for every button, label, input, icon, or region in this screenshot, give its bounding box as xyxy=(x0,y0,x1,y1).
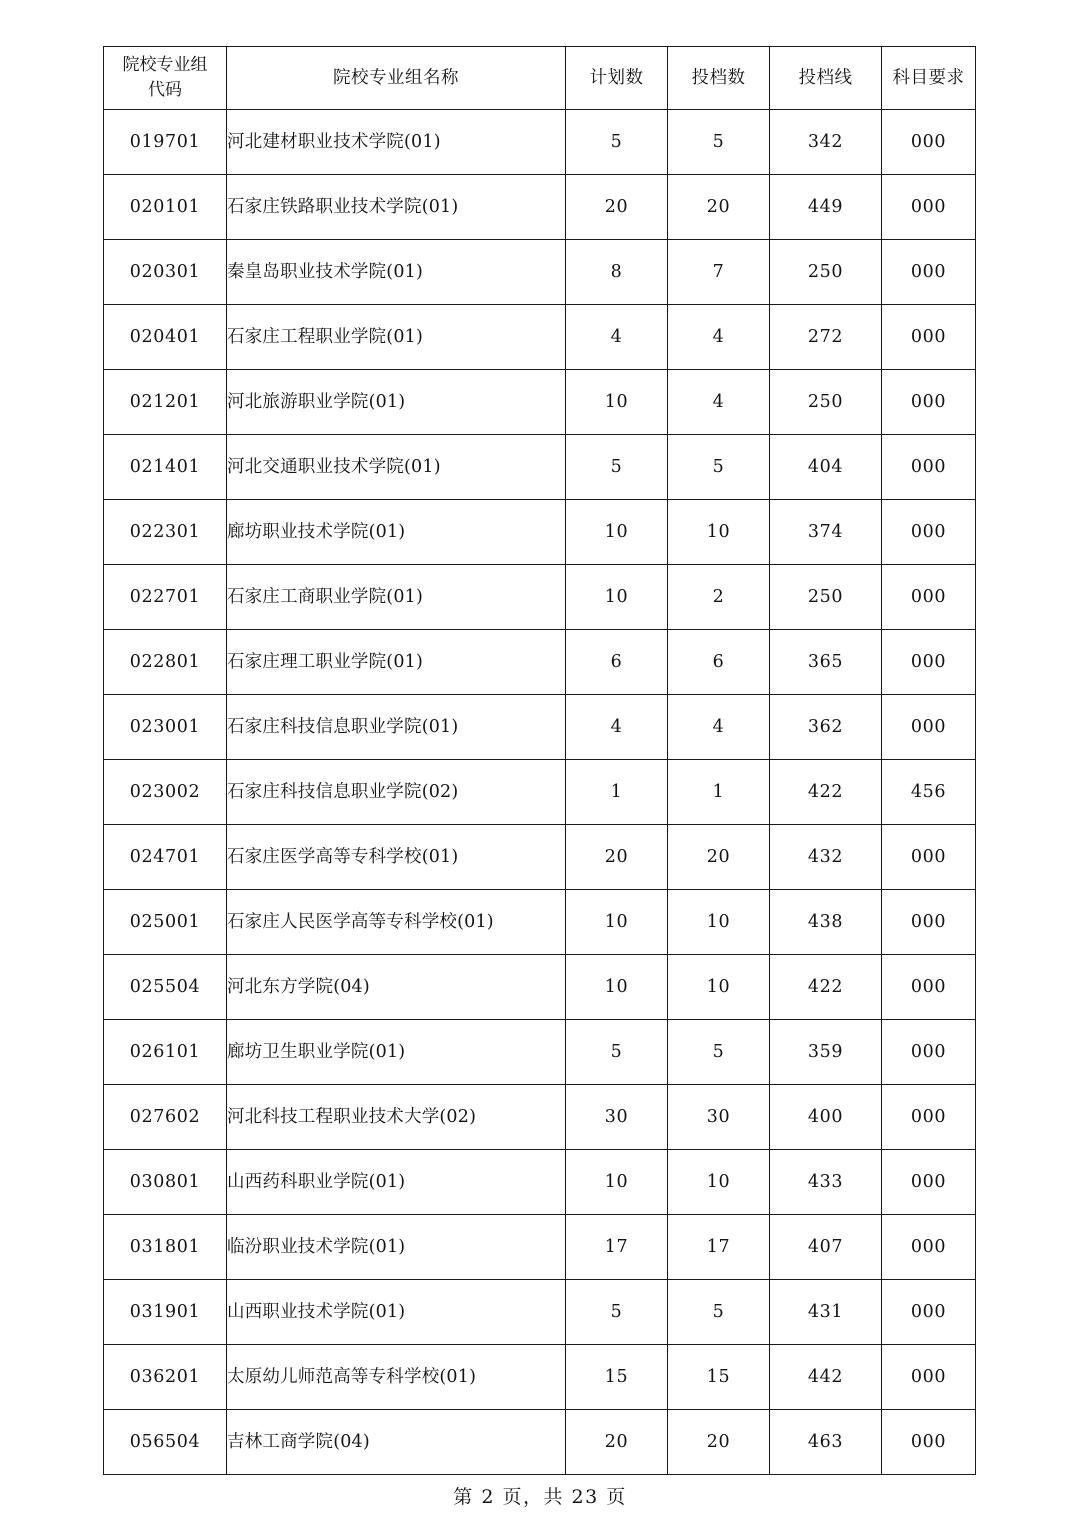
cell-code: 056504 xyxy=(104,1410,227,1475)
cell-code: 031801 xyxy=(104,1215,227,1280)
column-header-name: 院校专业组名称 xyxy=(227,47,566,110)
cell-filed: 2 xyxy=(668,565,770,630)
cell-plan: 10 xyxy=(566,500,668,565)
cell-code: 023001 xyxy=(104,695,227,760)
cell-filed: 5 xyxy=(668,1020,770,1085)
table-row xyxy=(104,175,976,240)
cell-filed: 15 xyxy=(668,1345,770,1410)
cell-plan: 1 xyxy=(566,760,668,825)
cell-req: 000 xyxy=(882,1410,976,1475)
cell-req: 000 xyxy=(882,890,976,955)
cell-code: 023002 xyxy=(104,760,227,825)
cell-plan: 10 xyxy=(566,370,668,435)
cell-line: 250 xyxy=(770,565,882,630)
cell-name: 石家庄工程职业学院(01) xyxy=(227,305,566,370)
cell-line: 374 xyxy=(770,500,882,565)
cell-code: 021401 xyxy=(104,435,227,500)
cell-req: 000 xyxy=(882,955,976,1020)
cell-name: 河北东方学院(04) xyxy=(227,955,566,1020)
cell-code: 020301 xyxy=(104,240,227,305)
cell-name: 太原幼儿师范高等专科学校(01) xyxy=(227,1345,566,1410)
column-header-code xyxy=(104,47,227,110)
cell-name: 石家庄人民医学高等专科学校(01) xyxy=(227,890,566,955)
cell-name: 临汾职业技术学院(01) xyxy=(227,1215,566,1280)
cell-line: 342 xyxy=(770,110,882,175)
table-row xyxy=(104,110,976,175)
cell-line: 407 xyxy=(770,1215,882,1280)
cell-filed: 1 xyxy=(668,760,770,825)
table-row xyxy=(104,240,976,305)
cell-name: 河北科技工程职业技术大学(02) xyxy=(227,1085,566,1150)
table-row xyxy=(104,955,976,1020)
page-footer: 第 2 页，共 23 页 xyxy=(453,1486,627,1508)
cell-name: 石家庄医学高等专科学校(01) xyxy=(227,825,566,890)
table-row xyxy=(104,1345,976,1410)
table-row xyxy=(104,760,976,825)
cell-name: 秦皇岛职业技术学院(01) xyxy=(227,240,566,305)
table-row xyxy=(104,1280,976,1345)
admission-score-table-container xyxy=(103,46,975,1475)
table-row xyxy=(104,1410,976,1475)
cell-req: 000 xyxy=(882,305,976,370)
cell-plan: 4 xyxy=(566,695,668,760)
cell-line: 432 xyxy=(770,825,882,890)
cell-plan: 10 xyxy=(566,1150,668,1215)
cell-line: 422 xyxy=(770,760,882,825)
cell-code: 022801 xyxy=(104,630,227,695)
cell-req: 000 xyxy=(882,1150,976,1215)
cell-code: 036201 xyxy=(104,1345,227,1410)
cell-filed: 5 xyxy=(668,435,770,500)
cell-code: 020401 xyxy=(104,305,227,370)
cell-line: 431 xyxy=(770,1280,882,1345)
table-row xyxy=(104,695,976,760)
cell-name: 吉林工商学院(04) xyxy=(227,1410,566,1475)
cell-line: 433 xyxy=(770,1150,882,1215)
cell-line: 365 xyxy=(770,630,882,695)
cell-plan: 5 xyxy=(566,110,668,175)
cell-filed: 20 xyxy=(668,825,770,890)
cell-name: 石家庄科技信息职业学院(02) xyxy=(227,760,566,825)
cell-req: 000 xyxy=(882,825,976,890)
table-row xyxy=(104,1150,976,1215)
cell-line: 463 xyxy=(770,1410,882,1475)
cell-filed: 4 xyxy=(668,370,770,435)
cell-code: 022301 xyxy=(104,500,227,565)
cell-req: 000 xyxy=(882,240,976,305)
cell-code: 027602 xyxy=(104,1085,227,1150)
cell-filed: 4 xyxy=(668,695,770,760)
cell-plan: 20 xyxy=(566,825,668,890)
cell-name: 山西药科职业学院(01) xyxy=(227,1150,566,1215)
cell-name: 廊坊卫生职业学院(01) xyxy=(227,1020,566,1085)
cell-filed: 10 xyxy=(668,1150,770,1215)
cell-name: 河北交通职业技术学院(01) xyxy=(227,435,566,500)
cell-line: 404 xyxy=(770,435,882,500)
cell-req: 000 xyxy=(882,630,976,695)
table-row xyxy=(104,630,976,695)
cell-plan: 5 xyxy=(566,1280,668,1345)
cell-line: 272 xyxy=(770,305,882,370)
column-header-code-line2: 代码 xyxy=(148,80,182,100)
cell-plan: 5 xyxy=(566,435,668,500)
column-header-line: 投档线 xyxy=(770,47,882,110)
cell-plan: 17 xyxy=(566,1215,668,1280)
cell-plan: 30 xyxy=(566,1085,668,1150)
table-row xyxy=(104,305,976,370)
cell-filed: 30 xyxy=(668,1085,770,1150)
cell-plan: 20 xyxy=(566,1410,668,1475)
cell-code: 030801 xyxy=(104,1150,227,1215)
cell-line: 250 xyxy=(770,370,882,435)
cell-filed: 10 xyxy=(668,890,770,955)
cell-code: 021201 xyxy=(104,370,227,435)
cell-plan: 4 xyxy=(566,305,668,370)
table-header-row xyxy=(104,47,976,110)
column-header-code-line1: 院校专业组 xyxy=(122,55,208,76)
cell-req: 000 xyxy=(882,175,976,240)
cell-plan: 10 xyxy=(566,955,668,1020)
cell-req: 000 xyxy=(882,370,976,435)
cell-code: 031901 xyxy=(104,1280,227,1345)
cell-plan: 20 xyxy=(566,175,668,240)
cell-plan: 10 xyxy=(566,565,668,630)
table-body xyxy=(104,110,976,1475)
cell-req: 000 xyxy=(882,110,976,175)
cell-code: 026101 xyxy=(104,1020,227,1085)
cell-req: 000 xyxy=(882,1280,976,1345)
cell-code: 025504 xyxy=(104,955,227,1020)
cell-name: 山西职业技术学院(01) xyxy=(227,1280,566,1345)
cell-req: 000 xyxy=(882,500,976,565)
table-row xyxy=(104,435,976,500)
cell-name: 石家庄理工职业学院(01) xyxy=(227,630,566,695)
table-row xyxy=(104,890,976,955)
cell-plan: 6 xyxy=(566,630,668,695)
cell-req: 000 xyxy=(882,1345,976,1410)
cell-line: 438 xyxy=(770,890,882,955)
cell-filed: 10 xyxy=(668,955,770,1020)
table-row xyxy=(104,1020,976,1085)
cell-line: 400 xyxy=(770,1085,882,1150)
cell-line: 359 xyxy=(770,1020,882,1085)
table-header xyxy=(104,47,976,110)
cell-line: 250 xyxy=(770,240,882,305)
cell-filed: 4 xyxy=(668,305,770,370)
cell-line: 362 xyxy=(770,695,882,760)
cell-filed: 5 xyxy=(668,110,770,175)
cell-plan: 15 xyxy=(566,1345,668,1410)
column-header-filed: 投档数 xyxy=(668,47,770,110)
cell-line: 422 xyxy=(770,955,882,1020)
cell-plan: 8 xyxy=(566,240,668,305)
cell-req: 000 xyxy=(882,1215,976,1280)
cell-code: 025001 xyxy=(104,890,227,955)
table-row xyxy=(104,370,976,435)
table-row xyxy=(104,1085,976,1150)
cell-filed: 17 xyxy=(668,1215,770,1280)
cell-name: 石家庄科技信息职业学院(01) xyxy=(227,695,566,760)
cell-name: 河北旅游职业学院(01) xyxy=(227,370,566,435)
table-row xyxy=(104,500,976,565)
column-header-plan: 计划数 xyxy=(566,47,668,110)
cell-name: 石家庄工商职业学院(01) xyxy=(227,565,566,630)
cell-filed: 10 xyxy=(668,500,770,565)
cell-name: 河北建材职业技术学院(01) xyxy=(227,110,566,175)
cell-code: 022701 xyxy=(104,565,227,630)
cell-filed: 20 xyxy=(668,1410,770,1475)
table-row xyxy=(104,1215,976,1280)
cell-filed: 6 xyxy=(668,630,770,695)
cell-code: 020101 xyxy=(104,175,227,240)
cell-line: 449 xyxy=(770,175,882,240)
admission-score-table xyxy=(103,46,976,1475)
cell-req: 000 xyxy=(882,435,976,500)
cell-filed: 20 xyxy=(668,175,770,240)
cell-plan: 10 xyxy=(566,890,668,955)
cell-name: 石家庄铁路职业技术学院(01) xyxy=(227,175,566,240)
cell-req: 000 xyxy=(882,695,976,760)
cell-req: 000 xyxy=(882,565,976,630)
cell-req: 000 xyxy=(882,1020,976,1085)
cell-code: 019701 xyxy=(104,110,227,175)
cell-req: 000 xyxy=(882,1085,976,1150)
cell-name: 廊坊职业技术学院(01) xyxy=(227,500,566,565)
cell-filed: 7 xyxy=(668,240,770,305)
cell-plan: 5 xyxy=(566,1020,668,1085)
table-row xyxy=(104,565,976,630)
cell-filed: 5 xyxy=(668,1280,770,1345)
cell-code: 024701 xyxy=(104,825,227,890)
cell-line: 442 xyxy=(770,1345,882,1410)
cell-req: 456 xyxy=(882,760,976,825)
column-header-req: 科目要求 xyxy=(882,47,976,110)
table-row xyxy=(104,825,976,890)
